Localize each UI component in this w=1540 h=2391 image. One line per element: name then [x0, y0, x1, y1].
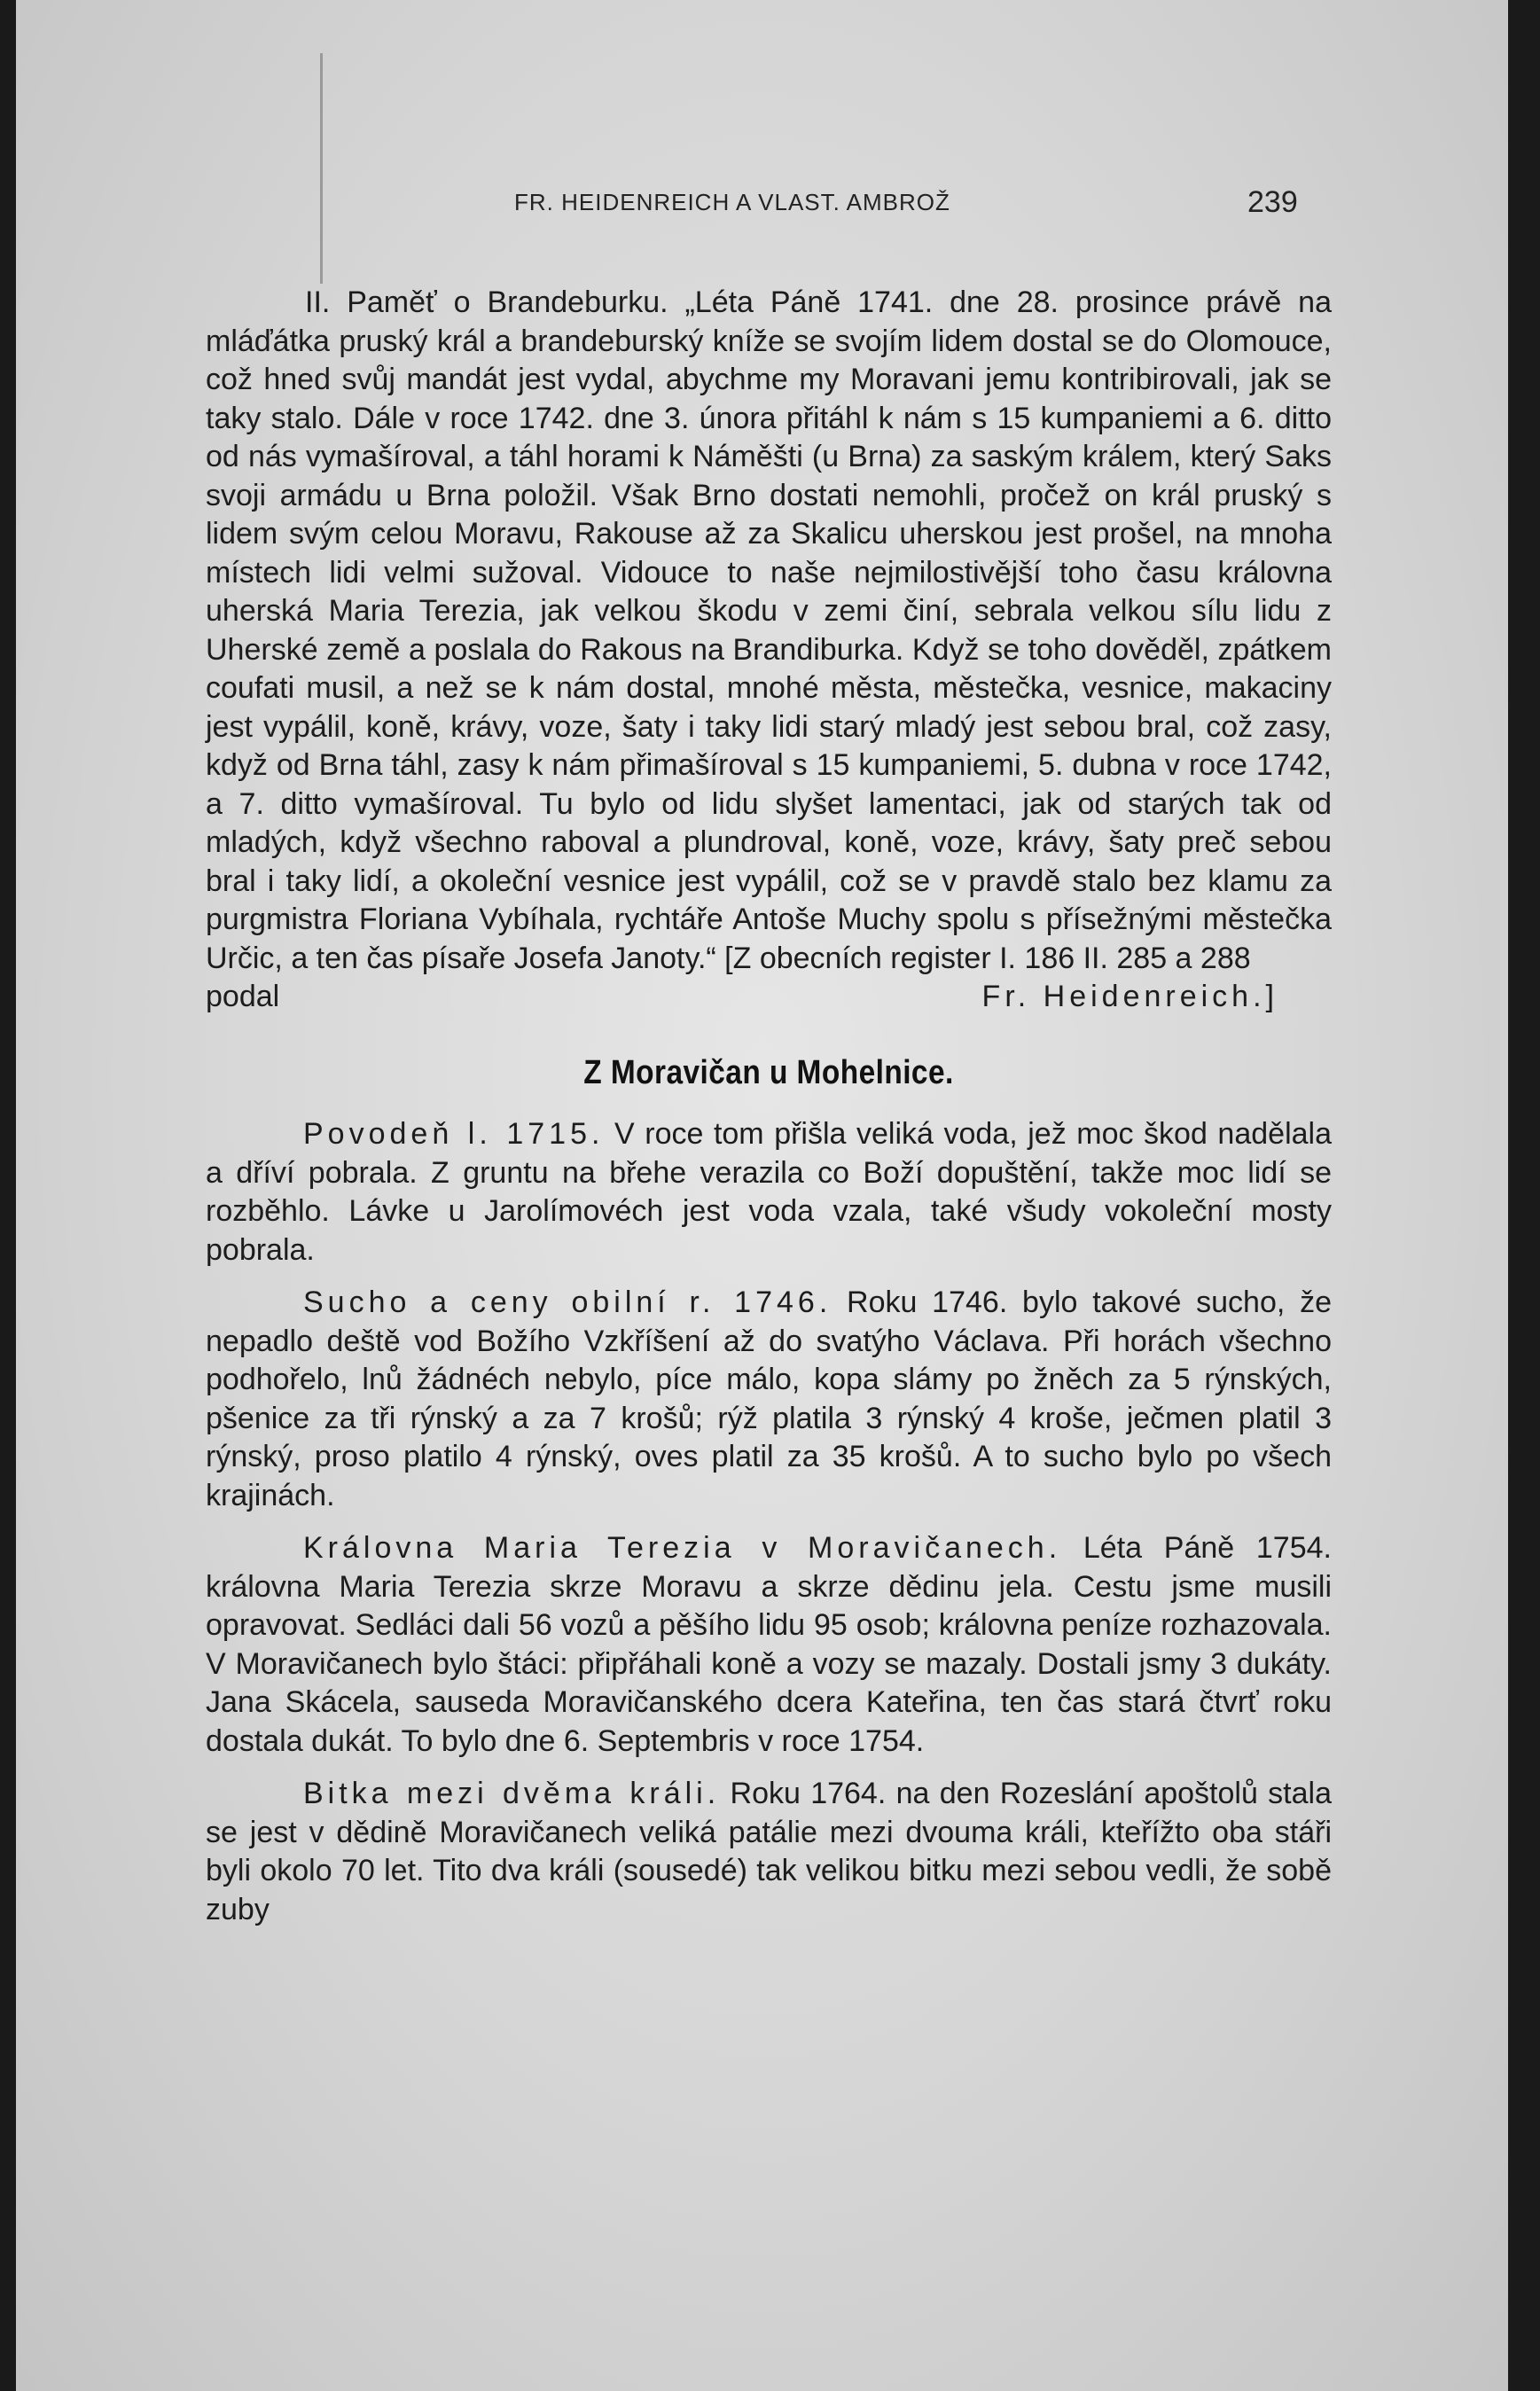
page-body — [206, 284, 1332, 1929]
entry-text: V roce tom přišla veliká voda, jež moc škod nadělala a dříví pobrala. Z gruntu na břehe verazila co Boží dopuštění, takže moc lidí se rozběhlo. Lávke u Jarolímovéch jest voda vzala, také všudy vokoleční mosty pobrala. — [206, 1117, 1332, 1267]
entry-flood — [206, 1115, 1332, 1270]
page-header — [0, 185, 1540, 233]
entry-title: Sucho a ceny obilní r. 1746. — [303, 1285, 833, 1319]
signature-line — [206, 978, 1332, 1017]
page-number: 239 — [1247, 185, 1298, 219]
signature-author: Fr. Heidenreich.] — [981, 980, 1278, 1013]
entry-title: Povodeň l. 1715. — [303, 1117, 605, 1151]
entry-queen-visit — [206, 1529, 1332, 1761]
binding-edge-line — [320, 53, 323, 284]
entry-text: Roku 1764. na den Rozeslání apoštolů stala se jest v dědině Moravičanech veliká patálie mezi dvouma králi, kteřížto oba stáři byli okolo 70 let. Tito dva králi (sousedé) tak velikou bitku mezi sebou vedli, že sobě zuby — [206, 1777, 1333, 1926]
entry-text: Léta Páně 1754. královna Maria Terezia skrze Moravu a skrze dědinu jela. Cestu jsme musili opravovat. Sedláci dali 56 vozů a pěšího lidu 95 osob; královna peníze rozhazovala. V Moravičanech bylo štáci: připřáhali koně a vozy se mazaly. Dostali jsmy 3 dukáty. Jana Skácela, sauseda Moravičanského dcera Kateřina, ten čas stará čtvrť roku dostala dukát. To bylo dne 6. Septembris v roce 1754. — [206, 1531, 1332, 1758]
section-heading: Z Moravičan u Mohelnice. — [583, 1053, 954, 1091]
entry-fight — [206, 1775, 1332, 1929]
entry-text: Roku 1746. bylo takové sucho, že nepadlo deště vod Božího Vzkříšení až do svatýho Václava. Při horách všechno podhořelo, lnů žádnéch nebylo, píce málo, kopa slámy po žněch za 5 rýnských, pšenice za tři rýnský a za 7 krošů; rýž platila 3 rýnský 4 kroše, ječmen platil 3 rýnský, proso platilo 4 rýnský, oves platil za 35 krošů. A to sucho bylo po všech krajinách. — [206, 1285, 1332, 1512]
running-head: FR. HEIDENREICH A VLAST. AMBROŽ — [514, 189, 950, 215]
paragraph-brandenburg-memoir: II. Paměť o Brandeburku. „Léta Páně 1741. dne 28. prosince právě na mláďátka pruský král a brandeburský kníže se svojím lidem dostal se do Olomouce, což hned svůj mandát jest vydal, abychme my Moravani jemu kontribirovali, jak se taky stalo. Dále v roce 1742. dne 3. února přitáhl k nám s 15 kumpaniemi a 6. ditto od nás vymašíroval, a táhl horami k Náměšti (u Brna) za saským králem, který Saks svoji armádu u Brna položil. Však Brno dostati nemohli, pročež on král pruský s lidem svým celou Moravu, Rakouse až za Skalicu uherskou jest prošel, na mnoha místech lidi velmi sužoval. Vidouce to naše nejmilostivější toho času královna uherská Maria Terezia, jak velkou škodu v zemi činí, sebrala velkou sílu lidu z Uherské země a poslala do Rakous na Brandiburka. Když se toho dověděl, zpátkem coufati musil, a než se k nám dostal, mnohé města, městečka, vesnice, makaciny jest vypálil, koně, krávy, voze, šaty i taky lidi starý mladý jest sebou bral, což zasy, když od Brna táhl, zasy k nám přimašíroval s 15 kumpaniemi, 5. dubna v roce 1742, a 7. ditto vymašíroval. Tu bylo od lidu slyšet lamentaci, jak od starých tak od mladých, když všechno raboval a plundroval, koně, voze, krávy, šaty preč sebou bral i taky lidí, a okoleční vesnice jest vypálil, což se v pravdě stalo bez klamu za purgmistra Floriana Vybíhala, rychtáře Antoše Muchy spolu s přísežnými městečka Určic, a ten čas písaře Josefa Janoty.“ [Z obecních register I. 186 II. 285 a 288 — [206, 285, 1332, 975]
entry-drought — [206, 1284, 1332, 1515]
signature-left: podal — [206, 980, 280, 1013]
entry-title: Bitka mezi dvěma králi. — [303, 1777, 721, 1810]
entry-title: Královna Maria Terezia v Moravičanech. — [303, 1531, 1062, 1565]
